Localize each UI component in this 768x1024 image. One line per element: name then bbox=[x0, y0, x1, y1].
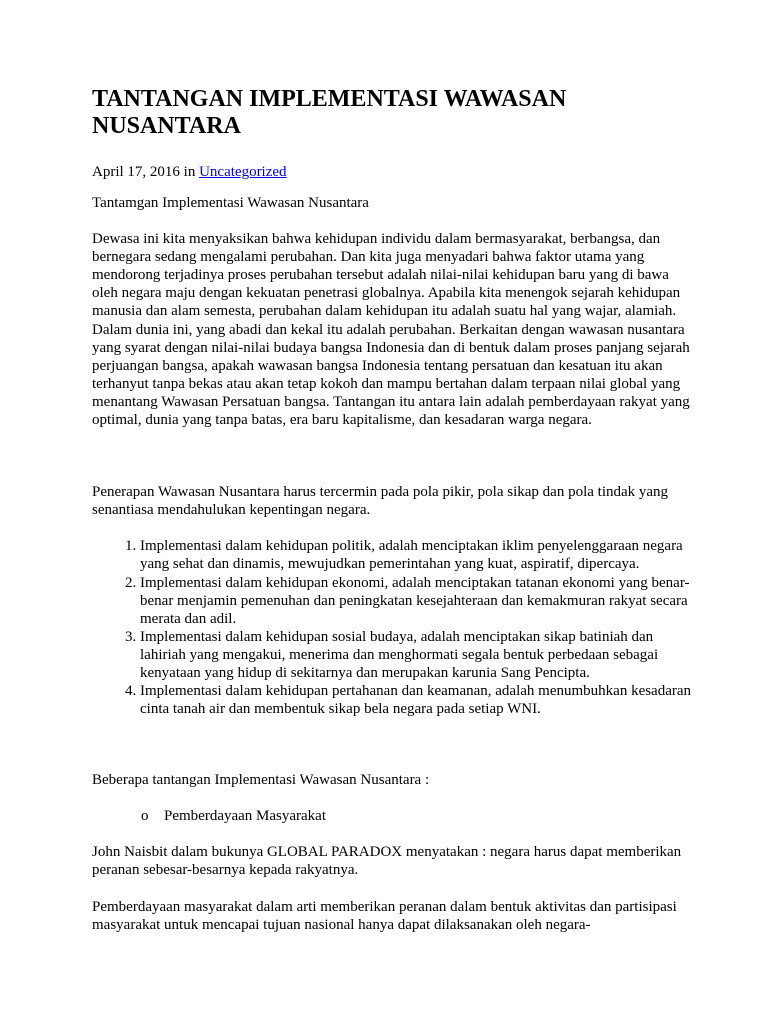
paragraph-last: Pemberdayaan masyarakat dalam arti memberikan peranan dalam bentuk aktivitas dan partisipasi masyarakat untuk mencapai tujuan nasional hanya dapat dilaksanakan oleh negara- bbox=[92, 898, 677, 933]
list-item: 1. Implementasi dalam kehidupan politik, adalah menciptakan iklim penyelenggaraan negara yang sehat dan dinamis, mewujudkan pemerintahan yang kuat, aspiratif, dipercaya. bbox=[140, 537, 692, 573]
paragraph-change: Dalam dunia ini, yang abadi dan kekal itu adalah perubahan. Berkaitan dengan wawasan nusantara yang syarat dengan nilai-nilai budaya bangsa Indonesia dan di bentuk dalam proses panjang sejarah perjuangan bangsa, apakah wawasan bangsa Indonesia tentang persatuan dan kesatuan itu akan terhanyut tanpa bekas atau akan tetap kokoh dan mampu bertahan dalam terpaan nilai global yang menantang Wawasan Persatuan bangsa. Tantangan itu antara lain adalah pemberdayaan rakyat yang optimal, dunia yang tanpa batas, era baru kapitalisme, dan kesadaran warga negara. bbox=[92, 321, 690, 429]
category-link[interactable]: Uncategorized bbox=[199, 164, 287, 180]
list-item: 2. Implementasi dalam kehidupan ekonomi, adalah menciptakan tatanan ekonomi yang benar-benar menjamin pemenuhan dan peningkatan kesejahteraan dan kemakmuran rakyat secara merata dan adil. bbox=[140, 574, 692, 628]
spacer bbox=[92, 429, 692, 483]
list-item bbox=[141, 807, 692, 825]
spacer bbox=[92, 718, 692, 771]
challenge-sublist bbox=[92, 807, 692, 825]
implementation-list bbox=[92, 537, 692, 718]
post-date: April 17, 2016 in bbox=[92, 164, 196, 180]
list-item-label: Pemberdayaan Masyarakat bbox=[164, 808, 327, 825]
page-title: TANTANGAN IMPLEMENTASI WAWASAN NUSANTARA bbox=[92, 86, 567, 139]
challenges-intro: Beberapa tantangan Implementasi Wawasan Nusantara : bbox=[92, 772, 430, 789]
circle-bullet: o bbox=[141, 808, 149, 825]
list-item: 3. Implementasi dalam kehidupan sosial budaya, adalah menciptakan sikap batiniah dan lahiriah yang mengakui, menerima dan menghormati segala bentuk perbedaan sebagai kenyataan yang hidup di sekitarnya dan merupakan karunia Sang Pencipta. bbox=[140, 628, 692, 682]
paragraph-intro: Dewasa ini kita menyaksikan bahwa kehidupan individu dalam bermasyarakat, berbangsa, dan bernegara sedang mengalami perubahan. Dan kita juga menyadari bahwa faktor utama yang mendorong terjadinya proses perubahan tersebut adalah nilai-nilai kehidupan baru yang di bawa oleh negara maju dengan kekuatan penetrasi globalnya. Apabila kita menengok sejarah kehidupan manusia dan alam semesta, perubahan dalam kehidupan itu adalah suatu hal yang wajar, alamiah. bbox=[92, 231, 681, 320]
paragraph-application: Penerapan Wawasan Nusantara harus tercermin pada pola pikir, pola sikap dan pola tindak yang senantiasa mendahulukan kepentingan negara. bbox=[92, 484, 669, 519]
post-meta bbox=[92, 163, 692, 182]
list-item: 4. Implementasi dalam kehidupan pertahanan dan keamanan, adalah menumbuhkan kesadaran cinta tanah air dan membentuk sikap bela negara pada setiap WNI. bbox=[140, 682, 692, 718]
post-subtitle: Tantamgan Implementasi Wawasan Nusantara bbox=[92, 195, 369, 211]
document-page bbox=[92, 86, 692, 934]
paragraph-quote: John Naisbit dalam bukunya GLOBAL PARADOX menyatakan : negara harus dapat memberikan peranan sebesar-besarnya kepada rakyatnya. bbox=[92, 844, 682, 879]
